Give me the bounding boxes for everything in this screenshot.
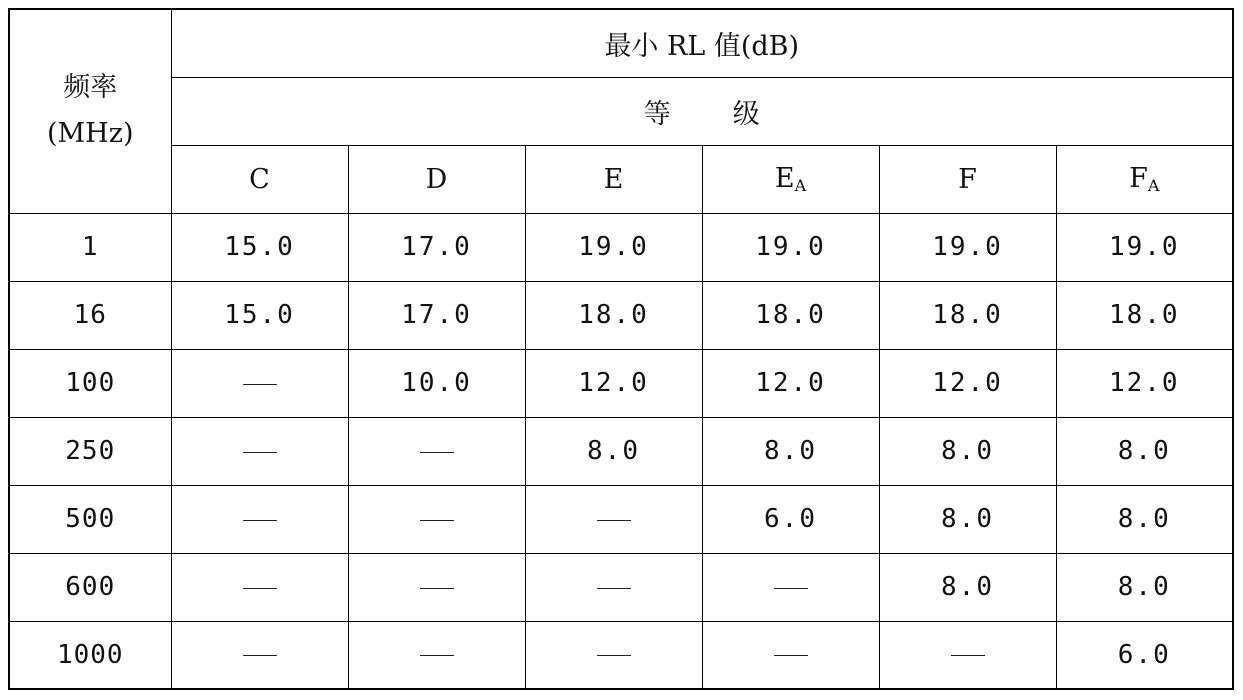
- rl-value-cell: [348, 553, 525, 621]
- rl-value-cell: 6.0: [1056, 621, 1233, 689]
- rl-value-cell: 8.0: [1056, 485, 1233, 553]
- frequency-cell: 1: [9, 213, 171, 281]
- return-loss-table: [8, 8, 1234, 690]
- rl-value-cell: [171, 553, 348, 621]
- grade-column-header: [879, 145, 1056, 213]
- rl-value-cell: 17.0: [348, 213, 525, 281]
- no-value-dash: [420, 520, 454, 521]
- rl-value-cell: [525, 553, 702, 621]
- no-value-dash: [597, 588, 631, 589]
- no-value-dash: [420, 452, 454, 453]
- no-value-dash: [243, 452, 277, 453]
- grade-column-header: [702, 145, 879, 213]
- no-value-dash: [243, 588, 277, 589]
- grade-header: [171, 77, 1233, 145]
- rl-value-cell: 8.0: [879, 417, 1056, 485]
- rl-value-cell: 8.0: [525, 417, 702, 485]
- rl-value-cell: [171, 485, 348, 553]
- grade-name: D: [425, 163, 448, 195]
- no-value-dash: [951, 655, 985, 656]
- no-value-dash: [243, 655, 277, 656]
- grade-column-header: [348, 145, 525, 213]
- no-value-dash: [420, 588, 454, 589]
- rl-value-cell: [348, 417, 525, 485]
- table-row: [9, 213, 1233, 281]
- rl-value-cell: 19.0: [879, 213, 1056, 281]
- grade-header-left: 等: [643, 98, 671, 130]
- rl-value-cell: 6.0: [702, 485, 879, 553]
- grade-name: E: [774, 163, 795, 194]
- frequency-cell: 500: [9, 485, 171, 553]
- rl-value-cell: 8.0: [1056, 417, 1233, 485]
- rl-value-cell: 8.0: [702, 417, 879, 485]
- rl-value-cell: [348, 485, 525, 553]
- no-value-dash: [420, 655, 454, 656]
- table-row: [9, 485, 1233, 553]
- rl-value-cell: 15.0: [171, 281, 348, 349]
- rl-value-cell: 12.0: [1056, 349, 1233, 417]
- rl-value-cell: 10.0: [348, 349, 525, 417]
- table-row: [9, 621, 1233, 689]
- rl-value-cell: [702, 621, 879, 689]
- frequency-header-label: 频率: [63, 72, 118, 104]
- grade-name: F: [1129, 163, 1148, 194]
- rl-value-cell: [171, 349, 348, 417]
- table-row: [9, 417, 1233, 485]
- rl-value-cell: [525, 485, 702, 553]
- rl-value-cell: [879, 621, 1056, 689]
- grade-column-header: [525, 145, 702, 213]
- rl-value-cell: 18.0: [879, 281, 1056, 349]
- grade-column-header: [171, 145, 348, 213]
- frequency-header-unit: (MHz): [47, 118, 134, 150]
- no-value-dash: [597, 520, 631, 521]
- frequency-cell: 100: [9, 349, 171, 417]
- rl-value-cell: 19.0: [1056, 213, 1233, 281]
- grade-column-header: [1056, 145, 1233, 213]
- rl-value-cell: [348, 621, 525, 689]
- table-container: [8, 8, 1234, 690]
- rl-value-cell: 8.0: [879, 485, 1056, 553]
- rl-value-cell: 8.0: [1056, 553, 1233, 621]
- min-rl-title: 最小 RL 值(dB): [171, 9, 1233, 77]
- rl-value-cell: 12.0: [525, 349, 702, 417]
- header-row-grade: [9, 77, 1233, 145]
- rl-value-cell: 12.0: [879, 349, 1056, 417]
- frequency-cell: 1000: [9, 621, 171, 689]
- grade-subscript: A: [1147, 176, 1160, 195]
- frequency-header: [9, 9, 171, 213]
- no-value-dash: [243, 384, 277, 385]
- rl-value-cell: 18.0: [702, 281, 879, 349]
- no-value-dash: [243, 520, 277, 521]
- frequency-cell: 16: [9, 281, 171, 349]
- rl-value-cell: 17.0: [348, 281, 525, 349]
- no-value-dash: [774, 655, 808, 656]
- table-row: [9, 553, 1233, 621]
- grade-name: C: [249, 163, 270, 195]
- table-row: [9, 349, 1233, 417]
- rl-value-cell: [525, 621, 702, 689]
- table-row: [9, 281, 1233, 349]
- rl-value-cell: 19.0: [525, 213, 702, 281]
- rl-value-cell: 19.0: [702, 213, 879, 281]
- rl-value-cell: [171, 417, 348, 485]
- no-value-dash: [597, 655, 631, 656]
- grade-name: E: [603, 163, 624, 195]
- rl-value-cell: 18.0: [525, 281, 702, 349]
- grade-header-right: 级: [732, 98, 760, 130]
- rl-value-cell: 15.0: [171, 213, 348, 281]
- frequency-cell: 600: [9, 553, 171, 621]
- grade-name: F: [958, 163, 977, 195]
- no-value-dash: [774, 588, 808, 589]
- frequency-cell: 250: [9, 417, 171, 485]
- rl-value-cell: 8.0: [879, 553, 1056, 621]
- rl-value-cell: [702, 553, 879, 621]
- header-row-title: [9, 9, 1233, 77]
- rl-value-cell: 18.0: [1056, 281, 1233, 349]
- header-row-grade-names: [9, 145, 1233, 213]
- rl-value-cell: 12.0: [702, 349, 879, 417]
- rl-value-cell: [171, 621, 348, 689]
- grade-subscript: A: [794, 176, 807, 195]
